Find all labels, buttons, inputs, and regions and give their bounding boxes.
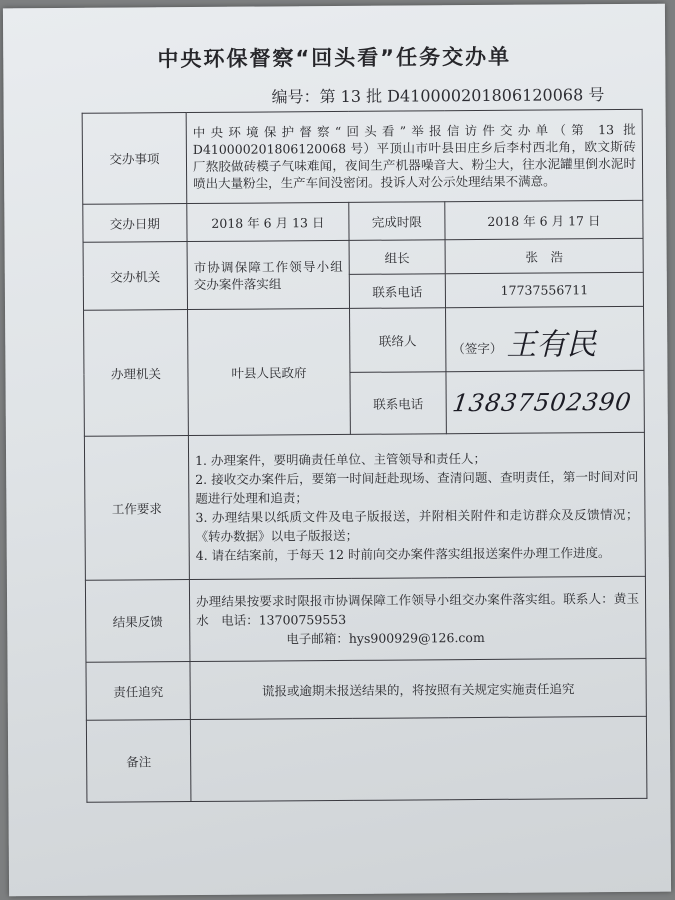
row-agency-leader (83, 238, 643, 276)
sign-hint: （签字） (452, 340, 503, 356)
handler-value: 叶县人民政府 (188, 308, 351, 435)
leader-value: 张 浩 (445, 238, 643, 273)
document-sheet (3, 4, 671, 897)
leader-label: 组长 (349, 240, 445, 275)
agency-value: 市协调保障工作领导小组交办案件落实组 (187, 240, 349, 309)
contact-label: 联络人 (350, 308, 446, 373)
task-form-table (82, 109, 648, 803)
liability-text: 谎报或逾期未报送结果的，将按照有关规定实施责任追究 (190, 658, 646, 719)
row-dates (83, 200, 643, 242)
remark-value (190, 716, 647, 801)
handler-phone-cell (446, 370, 644, 433)
row-feedback (85, 576, 646, 662)
feedback-cell (189, 576, 646, 661)
feedback-text: 办理结果按要求时限报市协调保障工作领导小组交办案件落实组。联系人：黄玉水 电话：13700759553 (196, 590, 640, 628)
handler-phone-signature: 13837502390 (450, 387, 634, 417)
liability-label: 责任追究 (86, 662, 190, 721)
agency-phone-label: 联系电话 (349, 274, 445, 309)
feedback-email: 电子邮箱：hys900929@126.com (286, 629, 485, 647)
deadline-value: 2018 年 6 月 17 日 (445, 200, 643, 239)
handler-label: 办理机关 (84, 310, 189, 437)
row-liability (86, 658, 646, 720)
requirement-item: 2. 接收交办案件后，要第一时间赶赴现场、查清问题、查明责任，第一时间对问题进行处理和追责； (195, 468, 639, 506)
agency-label: 交办机关 (83, 242, 187, 311)
requirement-item: 4. 请在结案前，于每天 12 时前向交办案件落实组报送案件办理工作进度。 (195, 544, 611, 563)
requirement-item: 1. 办理案件，要明确责任单位、主管领导和责任人； (195, 450, 487, 468)
row-handler-contact (84, 306, 644, 374)
row-matter (82, 109, 643, 204)
handler-phone-label: 联系电话 (350, 372, 446, 435)
requirements-list (188, 432, 645, 579)
remark-label: 备注 (86, 720, 191, 803)
contact-signature-cell (446, 306, 644, 371)
page-title: 中央环保督察“回头看”任务交办单 (157, 44, 512, 72)
row-requirements (84, 432, 645, 580)
feedback-label: 结果反馈 (85, 580, 190, 663)
matter-label: 交办事项 (82, 113, 187, 205)
date-label: 交办日期 (83, 204, 187, 243)
contact-signature: 王有民 (506, 326, 597, 363)
deadline-label: 完成时限 (349, 202, 445, 241)
serial-number: 编号：第 13 批 D410000201806120068 号 (271, 85, 605, 107)
agency-phone-value: 17737556711 (445, 272, 643, 307)
row-remark (86, 716, 647, 802)
req-label: 工作要求 (84, 436, 189, 581)
date-value: 2018 年 6 月 13 日 (187, 202, 349, 241)
requirement-item: 3. 办理结果以纸质文件及电子版报送，并附相关附件和走访群众及反馈情况；《转办数据》以电子版报送； (195, 506, 639, 544)
matter-text: 中央环境保护督察“回头看”举报信访件交办单（第 13 批 D410000201806120068 号）平顶山市叶县田庄乡后李村西北角，欧文斯砖厂熬胶做砖模子气味难闻，夜间生产机器噪音大、粉尘大，往水泥罐里倒水泥时喷出大量粉尘，生产车间没密闭。投诉人对公示处理结果不满意。 (186, 109, 643, 203)
